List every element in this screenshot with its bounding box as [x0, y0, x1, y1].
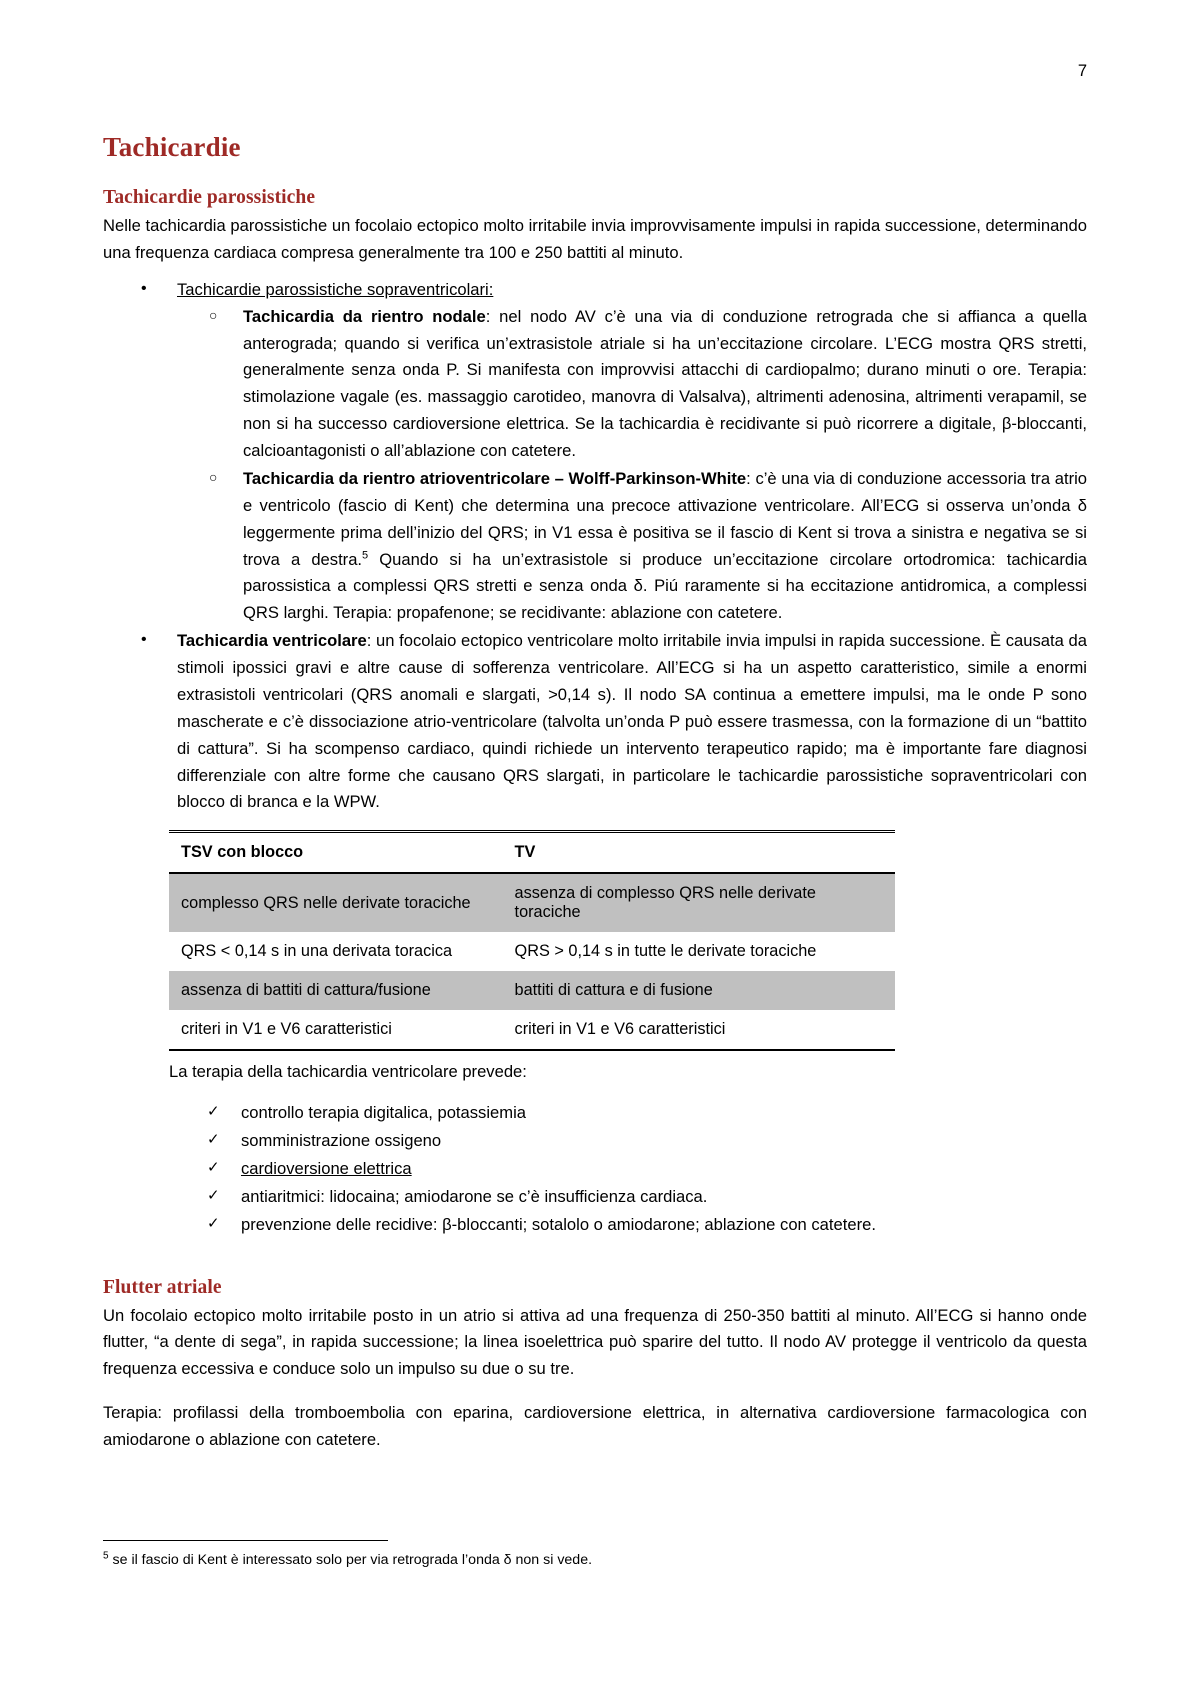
table-cell-tsv: QRS < 0,14 s in una derivata toracica — [181, 942, 453, 961]
therapy-item-label: controllo terapia digitalica, potassiemia — [241, 1103, 527, 1123]
therapy-item-label: somministrazione ossigeno — [241, 1131, 442, 1150]
table-cell-tsv: complesso QRS nelle derivate toraciche — [169, 873, 503, 932]
list-item-sopraventricolari — [103, 277, 1087, 627]
bullet-disc-icon: • — [141, 631, 147, 649]
list-item-therapy — [103, 1128, 1087, 1155]
table-row — [169, 873, 895, 932]
table-cell-tv: QRS > 0,14 s in tutte le derivate toraciche — [514, 942, 817, 961]
text-rientro-nodale: : nel nodo AV c’è una via di conduzione retrograda che si affianca a quella anterograda; quando si verifica un’extrasistole atriale si ha un’eccitazione circolare. L’ECG mostra QRS stretti, generalmente senza onda P. Si manifesta con improvvisi attacchi di cardiopalmo; durano minuti o ore. Terapia: stimolazione vagale (es. massaggio carotideo, manovra di Valsalva), altrimenti adenosina, altrimenti verapamil, se non si ha successo cardioversione elettrica. Se la tachicardia è recidivante si può ricorrere a digitale, β-bloccanti, calcioantagonisti o all’ablazione con catetere. — [243, 306, 1087, 460]
text-tachicardia-ventricolare: : un focolaio ectopico ventricolare molto irritabile invia impulsi in rapida successione. È causata da stimoli ipossici gravi e altre cause di sofferenza ventricolare. All’ECG si ha un aspetto caratteristico, simile a enormi extrasistoli ventricolari (QRS anomali e slargati, >0,14 s). Il nodo SA continua a emettere impulsi, ma le onde P sono mascherate e c’è dissociazione atrio-ventricolare (talvolta un’onda P può essere trasmessa, con la formazione di un “battito di cattura”. Si ha scompenso cardiaco, quindi richiede un intervento terapeutico rapido; ma è importante fare diagnosi differenziale con altre forme che causano QRS slargati, in particolare le tachicardie parossistiche sopraventricolari con blocco di branca e la WPW. — [177, 631, 1087, 812]
sopraventricolari-label: Tachicardie parossistiche sopraventricolari: — [177, 279, 494, 299]
table-row — [169, 1010, 895, 1050]
comparison-table-wrapper — [169, 830, 895, 1051]
list-item-tachicardia-ventricolare — [103, 628, 1087, 816]
checkmark-icon: ✓ — [207, 1186, 220, 1204]
list-item-therapy — [103, 1212, 1087, 1239]
table-cell-tv: criteri in V1 e V6 caratteristici — [503, 1010, 895, 1050]
bullet-circle-icon: ○ — [209, 468, 218, 485]
footnote-marker-inline: 5 — [362, 548, 369, 561]
term-wpw: Tachicardia da rientro atrioventricolare – Wolff-Parkinson-White — [243, 468, 747, 488]
comparison-table — [169, 830, 895, 1051]
text-wpw-part-b: Quando si ha un’extrasistole si produce un’eccitazione circolare ortodromica: tachicardia parossistica a complessi QRS stretti e senza onda δ. Piú raramente si ha eccitazione antidromica, a complessi QRS larghi. Terapia: propafenone; se recidivante: ablazione con catetere. — [243, 549, 1087, 623]
table-body — [169, 873, 895, 1050]
table-cell-tv: battiti di cattura e di fusione — [503, 971, 895, 1010]
flutter-paragraph-2: Terapia: profilassi della tromboembolia con eparina, cardioversione elettrica, in alternativa cardioversione farmacologica con amiodarone o ablazione con catetere. — [103, 1403, 1087, 1449]
sub-bullet-list — [177, 304, 1087, 628]
therapy-lead-in: La terapia della tachicardia ventricolare prevede: — [169, 1062, 527, 1082]
table-cell-tsv: criteri in V1 e V6 caratteristici — [169, 1010, 503, 1050]
footnote — [103, 1550, 1087, 1571]
table-row — [169, 971, 895, 1010]
section-heading-parossistiche: Tachicardie parossistiche — [103, 187, 316, 208]
table-head — [169, 832, 895, 874]
list-item-therapy — [103, 1100, 1087, 1127]
section-heading-flutter: Flutter atriale — [103, 1276, 222, 1298]
text-wpw-part-a: : c’è una via di conduzione accessoria tra atrio e ventricolo (fascio di Kent) che determina una precoce attivazione ventricolare. All’ECG si osserva un’onda δ leggermente prima dell’inizio del QRS; in V1 essa è positiva se il fascio di Kent si trova a sinistra e negativa se si trova a destra. — [243, 468, 1088, 569]
table-header-tsv: TSV con blocco — [169, 832, 503, 874]
therapy-item-label: prevenzione delle recidive: β-bloccanti; sotalolo o amiodarone; ablazione con catetere. — [241, 1214, 876, 1234]
term-tachicardia-ventricolare: Tachicardia ventricolare — [177, 631, 367, 651]
intro-paragraph: Nelle tachicardia parossistiche un focolaio ectopico molto irritabile invia improvvisamente impulsi in rapida successione, determinando una frequenza cardiaca compresa generalmente tra 100 e 250 battiti al minuto. — [103, 216, 1087, 262]
main-bullet-list — [103, 277, 1087, 817]
bullet-disc-icon: • — [141, 279, 147, 297]
term-rientro-nodale: Tachicardia da rientro nodale — [243, 306, 486, 326]
page-title: Tachicardie — [103, 132, 241, 162]
checkmark-icon: ✓ — [207, 1103, 220, 1121]
checkmark-icon: ✓ — [207, 1131, 220, 1148]
bullet-circle-icon: ○ — [209, 306, 218, 323]
footnote-separator — [103, 1540, 388, 1541]
footnote-number: 5 — [103, 1549, 109, 1561]
table-row — [169, 932, 895, 971]
therapy-item-label: cardioversione elettrica — [241, 1158, 412, 1178]
therapy-item-label: antiaritmici: lidocaina; amiodarone se c’è insufficienza cardiaca. — [241, 1186, 708, 1206]
therapy-check-list — [103, 1100, 1087, 1238]
table-cell-tsv: assenza di battiti di cattura/fusione — [169, 971, 503, 1010]
list-item-therapy — [103, 1184, 1087, 1211]
list-item-therapy — [103, 1156, 1087, 1183]
checkmark-icon: ✓ — [207, 1158, 220, 1176]
table-header-row — [169, 832, 895, 874]
list-item-wpw — [177, 466, 1087, 627]
list-item-rientro-nodale — [177, 304, 1087, 465]
table-header-tv: TV — [503, 832, 895, 874]
table-cell-tv: assenza di complesso QRS nelle derivate toraciche — [503, 873, 895, 932]
footnote-area — [103, 1540, 1087, 1571]
page-number: 7 — [1077, 62, 1087, 80]
footnote-body: se il fascio di Kent è interessato solo per via retrograda l’onda δ non si vede. — [112, 1551, 593, 1568]
flutter-paragraph-1: Un focolaio ectopico molto irritabile posto in un atrio si attiva ad una frequenza di 250-350 battiti al minuto. All’ECG si hanno onde flutter, “a dente di sega”, in rapida successione; la linea isoelettrica può sparire del tutto. Il nodo AV protegge il ventricolo da questa frequenza eccessiva e conduce solo un impulso su due o su tre. — [103, 1305, 1087, 1379]
checkmark-icon: ✓ — [207, 1214, 220, 1232]
